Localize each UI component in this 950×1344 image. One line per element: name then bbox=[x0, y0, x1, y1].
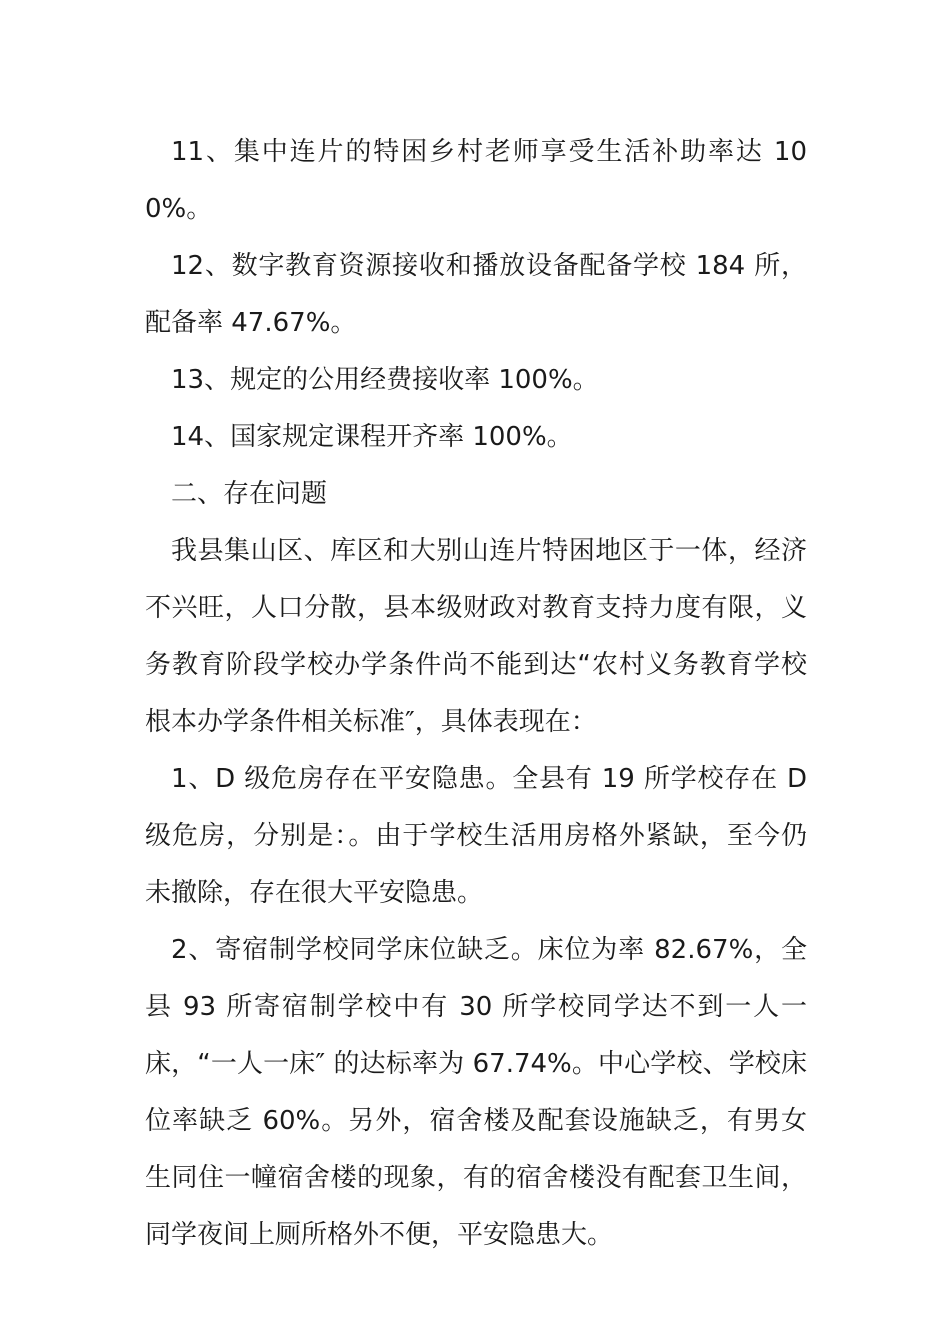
section-heading-problems: 二、存在问题 bbox=[171, 479, 328, 509]
paragraph-item-14: 14、国家规定课程开齐率 100%。 bbox=[171, 422, 573, 452]
paragraph-item-12: 12、数字教育资源接收和播放设备配备学校 184 所，配备率 47.67%。 bbox=[145, 251, 807, 338]
paragraph-item-11: 11、集中连片的特困乡村老师享受生活补助率达 100%。 bbox=[145, 137, 807, 224]
paragraph-item-13: 13、规定的公用经费接收率 100%。 bbox=[171, 365, 599, 395]
document-body bbox=[145, 124, 807, 1264]
paragraph-overview: 我县集山区、库区和大别山连片特困地区于一体，经济不兴旺，人口分散，县本级财政对教育支持力度有限，义务教育阶段学校办学条件尚不能到达“农村义务教育学校根本办学条件相关标准″，具体表现在： bbox=[145, 536, 807, 737]
paragraph-problem-1: 1、D 级危房存在平安隐患。全县有 19 所学校存在 D 级危房，分别是：。由于学校生活用房格外紧缺，至今仍未撤除，存在很大平安隐患。 bbox=[145, 764, 807, 908]
paragraph-problem-2: 2、寄宿制学校同学床位缺乏。床位为率 82.67%，全县 93 所寄宿制学校中有 30 所学校同学达不到一人一床，“一人一床″ 的达标率为 67.74%。中心学校、学校床位率缺乏 60%。另外，宿舍楼及配套设施缺乏，有男女生同住一幢宿舍楼的现象，有的宿舍楼没有配套卫生间，同学夜间上厕所格外不便，平安隐患大。 bbox=[145, 935, 807, 1250]
